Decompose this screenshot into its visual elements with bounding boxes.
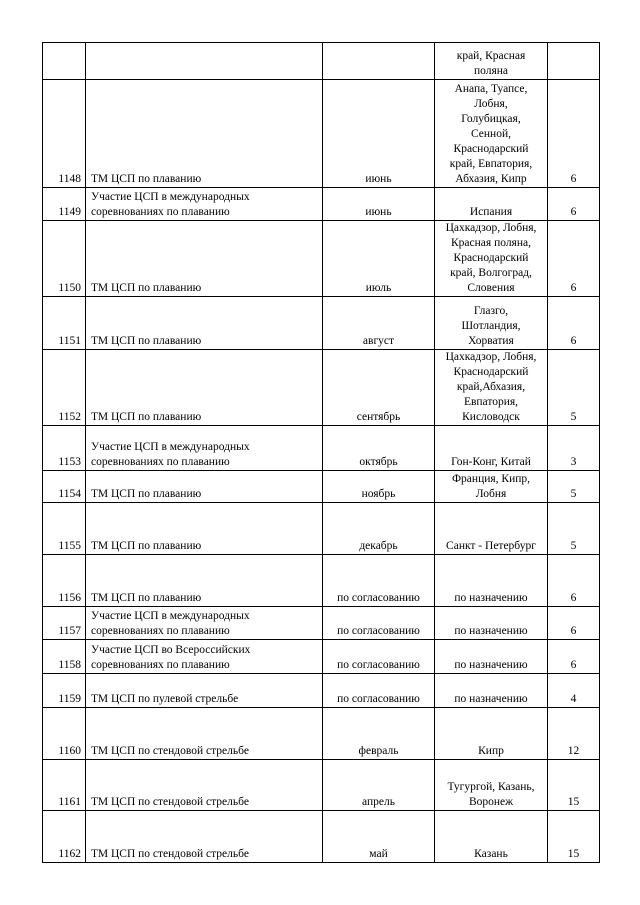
table-row bbox=[43, 297, 600, 350]
row-number: 1159 bbox=[43, 674, 86, 708]
event-place: Казань bbox=[435, 811, 548, 863]
event-place: Глазго, Шотландия, Хорватия bbox=[435, 297, 548, 350]
event-place: Анапа, Туапсе, Лобня, Голубицкая, Сенной, Краснодарский край, Евпатория, Абхазия, Кипр bbox=[435, 80, 548, 188]
event-period: декабрь bbox=[323, 503, 435, 555]
event-period: по согласованию bbox=[323, 640, 435, 674]
event-period: август bbox=[323, 297, 435, 350]
event-count: 6 bbox=[548, 607, 600, 640]
event-place: Тугургой, Казань, Воронеж bbox=[435, 760, 548, 811]
table-row bbox=[43, 80, 600, 188]
event-count: 15 bbox=[548, 760, 600, 811]
event-period: июнь bbox=[323, 188, 435, 221]
event-place: Франция, Кипр, Лобня bbox=[435, 471, 548, 503]
event-name: ТМ ЦСП по плаванию bbox=[86, 471, 323, 503]
event-name: ТМ ЦСП по стендовой стрельбе bbox=[86, 811, 323, 863]
event-count: 6 bbox=[548, 188, 600, 221]
event-place: Цахкадзор, Лобня, Красная поляна, Краснодарский край, Волгоград, Словения bbox=[435, 221, 548, 297]
event-count: 15 bbox=[548, 811, 600, 863]
row-number: 1157 bbox=[43, 607, 86, 640]
table-row bbox=[43, 43, 600, 80]
event-name: Участие ЦСП в международных соревнованиях по плаванию bbox=[86, 426, 323, 471]
event-period: по согласованию bbox=[323, 607, 435, 640]
event-count: 12 bbox=[548, 708, 600, 760]
row-number bbox=[43, 43, 86, 80]
event-period: октябрь bbox=[323, 426, 435, 471]
row-number: 1151 bbox=[43, 297, 86, 350]
table-row bbox=[43, 350, 600, 426]
event-name: ТМ ЦСП по стендовой стрельбе bbox=[86, 760, 323, 811]
event-name: Участие ЦСП в международных соревнованиях по плаванию bbox=[86, 607, 323, 640]
row-number: 1162 bbox=[43, 811, 86, 863]
event-count: 6 bbox=[548, 555, 600, 607]
event-place: по назначению bbox=[435, 555, 548, 607]
table-row bbox=[43, 471, 600, 503]
event-period bbox=[323, 43, 435, 80]
event-count: 4 bbox=[548, 674, 600, 708]
event-count: 6 bbox=[548, 297, 600, 350]
event-count bbox=[548, 43, 600, 80]
event-count: 6 bbox=[548, 80, 600, 188]
event-name: ТМ ЦСП по плаванию bbox=[86, 297, 323, 350]
event-count: 5 bbox=[548, 471, 600, 503]
table-row bbox=[43, 221, 600, 297]
row-number: 1156 bbox=[43, 555, 86, 607]
event-place: Санкт - Петербург bbox=[435, 503, 548, 555]
event-period: сентябрь bbox=[323, 350, 435, 426]
event-place: край, Красная поляна bbox=[435, 43, 548, 80]
event-place: по назначению bbox=[435, 674, 548, 708]
event-period: по согласованию bbox=[323, 555, 435, 607]
event-period: июль bbox=[323, 221, 435, 297]
row-number: 1161 bbox=[43, 760, 86, 811]
event-name: Участие ЦСП в международных соревнованиях по плаванию bbox=[86, 188, 323, 221]
table-row bbox=[43, 503, 600, 555]
event-place: Кипр bbox=[435, 708, 548, 760]
event-place: Испания bbox=[435, 188, 548, 221]
table-row bbox=[43, 426, 600, 471]
table-row bbox=[43, 555, 600, 607]
event-name: ТМ ЦСП по плаванию bbox=[86, 80, 323, 188]
event-name: ТМ ЦСП по плаванию bbox=[86, 221, 323, 297]
event-period: апрель bbox=[323, 760, 435, 811]
event-period: май bbox=[323, 811, 435, 863]
event-name: Участие ЦСП во Всероссийских соревнованиях по плаванию bbox=[86, 640, 323, 674]
event-count: 5 bbox=[548, 350, 600, 426]
table-row bbox=[43, 708, 600, 760]
row-number: 1148 bbox=[43, 80, 86, 188]
event-count: 6 bbox=[548, 221, 600, 297]
table-row bbox=[43, 674, 600, 708]
event-name: ТМ ЦСП по плаванию bbox=[86, 555, 323, 607]
event-name: ТМ ЦСП по стендовой стрельбе bbox=[86, 708, 323, 760]
event-count: 5 bbox=[548, 503, 600, 555]
row-number: 1160 bbox=[43, 708, 86, 760]
event-period: июнь bbox=[323, 80, 435, 188]
row-number: 1158 bbox=[43, 640, 86, 674]
schedule-table bbox=[42, 42, 600, 863]
row-number: 1149 bbox=[43, 188, 86, 221]
event-name bbox=[86, 43, 323, 80]
row-number: 1154 bbox=[43, 471, 86, 503]
event-place: Цахкадзор, Лобня, Краснодарский край,Абхазия, Евпатория, Кисловодск bbox=[435, 350, 548, 426]
event-name: ТМ ЦСП по пулевой стрельбе bbox=[86, 674, 323, 708]
table-row bbox=[43, 188, 600, 221]
event-place: по назначению bbox=[435, 640, 548, 674]
event-name: ТМ ЦСП по плаванию bbox=[86, 350, 323, 426]
event-place: по назначению bbox=[435, 607, 548, 640]
event-count: 3 bbox=[548, 426, 600, 471]
event-name: ТМ ЦСП по плаванию bbox=[86, 503, 323, 555]
row-number: 1153 bbox=[43, 426, 86, 471]
table-row bbox=[43, 760, 600, 811]
row-number: 1152 bbox=[43, 350, 86, 426]
row-number: 1150 bbox=[43, 221, 86, 297]
table-row bbox=[43, 607, 600, 640]
event-place: Гон-Конг, Китай bbox=[435, 426, 548, 471]
event-period: ноябрь bbox=[323, 471, 435, 503]
table-row bbox=[43, 811, 600, 863]
table-row bbox=[43, 640, 600, 674]
event-count: 6 bbox=[548, 640, 600, 674]
event-period: февраль bbox=[323, 708, 435, 760]
event-period: по согласованию bbox=[323, 674, 435, 708]
row-number: 1155 bbox=[43, 503, 86, 555]
